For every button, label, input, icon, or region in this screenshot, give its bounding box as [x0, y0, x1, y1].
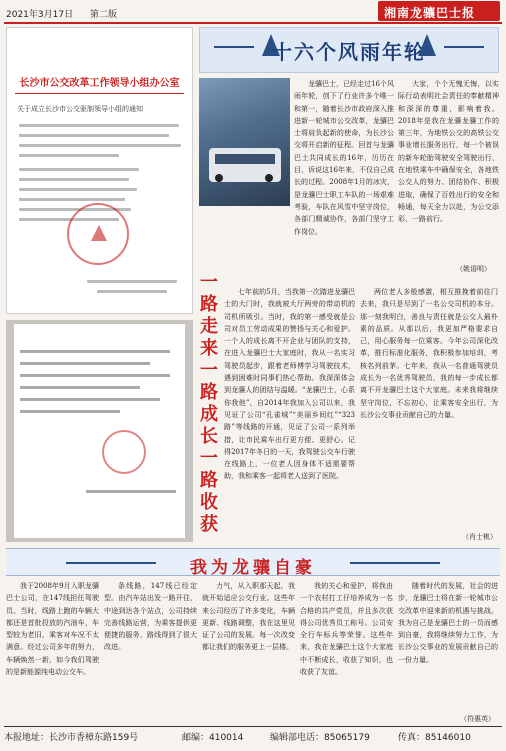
article-column: 大家，个个无愧无悔，以实际行动表明社会责任的奉献精神和深深的尊重，影响着我。2018年是我在龙骧龙骧工作的第三年，为地铁公交的高铁公交事业增长服务出行，每一个被误的新车轮胎驾驶安全驾驶出行，在地铁乘车中确保安全，各地铁公交人的努力、团结协作、积极进取，确保了百姓出行的安全和畅通，每天全力以赴，为公交添彩，一路前行。: [398, 80, 499, 224]
page-footer: [4, 730, 502, 746]
document-text-line: [20, 410, 120, 413]
sail-icon: [418, 34, 436, 56]
document-text-line: [19, 188, 137, 191]
article-column: 力气，从入职那天起，我就开始适应公交行业。这些年来公司经历了许多变化，车辆更新、线路调整，我在这里见证了公司的发展。每一次改变都让我们的服务更上一层楼。: [202, 582, 295, 652]
document-text-line: [86, 490, 176, 493]
page-number: 第二版: [90, 10, 118, 20]
document-text-line: [19, 178, 129, 181]
document-text-line: [19, 124, 179, 127]
document-text-line: [20, 350, 170, 353]
article-column: 七年前的5月，当我第一次踏进龙骧巴士的大门时，我就被大厅两旁的带动机的司机所吸引。当时，我的第一感受就是公司对员工劳动成果的赞扬与关心和爱护。一个人的成长离不开企业与团队的支持，在进入龙骧巴士大家庭时，我从一名实习驾驶员起步，跟着老师傅学习驾驶技术，遇到困难时同事们热心帮助。我深深体会到龙骧人的团结与温暖。“龙骧巴士，心系你我他”，自2014年我加入公司以来，我见证了公司“孔雀城”“美丽乡间红”“323路”等线路的开通，见证了公司一系列举措，让市民乘车出行更方便、更舒心。记得2017年冬日的一天，我驾驶公交车行驶在线路上，一位老人因身体不适需要帮助，我和乘客一起将老人送到了医院。: [224, 288, 355, 481]
page-header: [0, 0, 506, 24]
banner-decoration: [444, 46, 484, 48]
slogan-char: 成: [200, 404, 218, 425]
slogan-char: 路: [200, 294, 218, 315]
document-text-line: [97, 290, 167, 293]
footer-fax: 传真：85146010: [398, 733, 471, 743]
article-byline: （符惠英）: [460, 715, 495, 723]
vertical-slogan: [197, 272, 221, 544]
slogan-char: 获: [200, 514, 218, 535]
article-column: 龙骧巴士，已经走过16个风雨年轮，创下了行业许多个唯一和第一，随着长沙市政府深入推进新一轮城市公交改革，龙骧巴士将肩负起新的使命，为长沙公交将开启新的征程。回首与龙骧巴士共同成长的16年，历历在目，诉说这16年来，不仅自己成长的过程。2008年1月的冰灾，是龙骧巴士职工车队的一场艰难考验，车队在风雪中坚守岗位，各部门精诚协作，各部门坚守工作岗位。: [294, 80, 394, 236]
document-text-line: [20, 398, 160, 401]
article-title-banner: [199, 27, 499, 73]
slogan-char: 路: [200, 382, 218, 403]
banner-decoration: [350, 562, 440, 564]
article-title: 十六个风雨年轮: [272, 40, 426, 64]
article-column: 两位老人多般感激，相互推挽着前往门去来，我只是尽到了一名公交司机的本分。那一刻我明白，善良与责任就是公交人最朴素的品质。从那以后，我更加严格要求自己，用心服务每一位乘客。今年公司深化改革，推行标准化服务，我积极参加培训，考核名列前茅。七年来，我从一名普通驾驶员成长为一名优秀驾驶员，我的每一步成长都离不开龙骧巴士这个大家庭。未来我将继续坚守岗位，不忘初心，让乘客安全出行，为长沙公交事业贡献自己的力量。: [360, 288, 498, 419]
official-seal: [102, 430, 146, 474]
article-photo: [199, 78, 290, 206]
document-title: 长沙市公交改革工作领导小组办公室: [19, 78, 180, 89]
document-scan: [6, 27, 193, 314]
document-text-line: [20, 362, 150, 365]
document-photo: [6, 320, 193, 542]
slogan-char: 走: [200, 316, 218, 337]
bus-icon: [209, 148, 281, 182]
document-text-line: [19, 154, 119, 157]
document-divider: [15, 93, 184, 94]
footer-address: 本报地址：长沙市香樟东路159号: [4, 733, 139, 743]
document-text-line: [20, 374, 170, 377]
article-column: 我的关心和爱护，将我由一个农村打工仔培养成为一名合格的共产党员，并且多次获得公司优秀员工称号。公司安全行车标兵等荣誉。这些年来，我在龙骧巴士这个大家庭中不断成长，收获了知识，也收获了友谊。: [300, 582, 393, 677]
article-column: 我于2008年9月入职龙骧巴士公司，在147线担任驾驶员。当时，线路上跑的车辆大都还是首批投放的汽油车，车型较为老旧，乘客对车况不太满意。经过公司多年的努力，车辆焕然一新，如今我们驾驶的是新能源纯电动公交车。: [6, 582, 99, 677]
document-text-line: [19, 134, 169, 137]
article-byline: （姚语明）: [456, 265, 491, 273]
slogan-char: 一: [200, 272, 218, 293]
slogan-char: 长: [200, 426, 218, 447]
document-text-line: [20, 386, 140, 389]
footer-phone: 编辑部电话：85065179: [270, 733, 370, 743]
slogan-char: 路: [200, 470, 218, 491]
header-rule: [4, 22, 502, 24]
masthead-text: 湘南龙骧巴士报: [384, 6, 476, 20]
document-text-line: [19, 144, 181, 147]
slogan-char: 一: [200, 360, 218, 381]
section-banner: [6, 548, 500, 576]
footer-postcode: 邮编：410014: [182, 733, 244, 743]
official-seal: [67, 203, 129, 265]
issue-date: 2021年3月17日: [6, 10, 74, 20]
document-text-line: [87, 280, 177, 283]
section-title: 我为龙骧自豪: [190, 558, 316, 578]
document-text-line: [19, 198, 125, 201]
document-text-line: [19, 168, 139, 171]
article-byline: （肖士桃）: [462, 533, 497, 541]
masthead-logo: [378, 1, 500, 21]
article-column: 条线路，147线已经定型。由汽车站出发一路开往，中途到达各个站点，公司持续完善线路运营，为乘客提供更便捷的服务，路线得到了很大改进。: [104, 582, 197, 652]
slogan-char: 一: [200, 448, 218, 469]
document-page: [14, 324, 185, 538]
document-subtitle: 关于成立长沙市公交驱制领导小组的通知: [17, 105, 143, 113]
article-column: 随着时代的发展，社会的进步，龙骧巴士将在新一轮城市公交改革中迎来新的机遇与挑战。我为自己是龙骧巴士的一员而感到自豪，我将继续努力工作，为长沙公交事业的发展贡献自己的一份力量。: [398, 582, 498, 664]
slogan-char: 来: [200, 338, 218, 359]
slogan-char: 收: [200, 492, 218, 513]
footer-rule: [4, 726, 502, 727]
